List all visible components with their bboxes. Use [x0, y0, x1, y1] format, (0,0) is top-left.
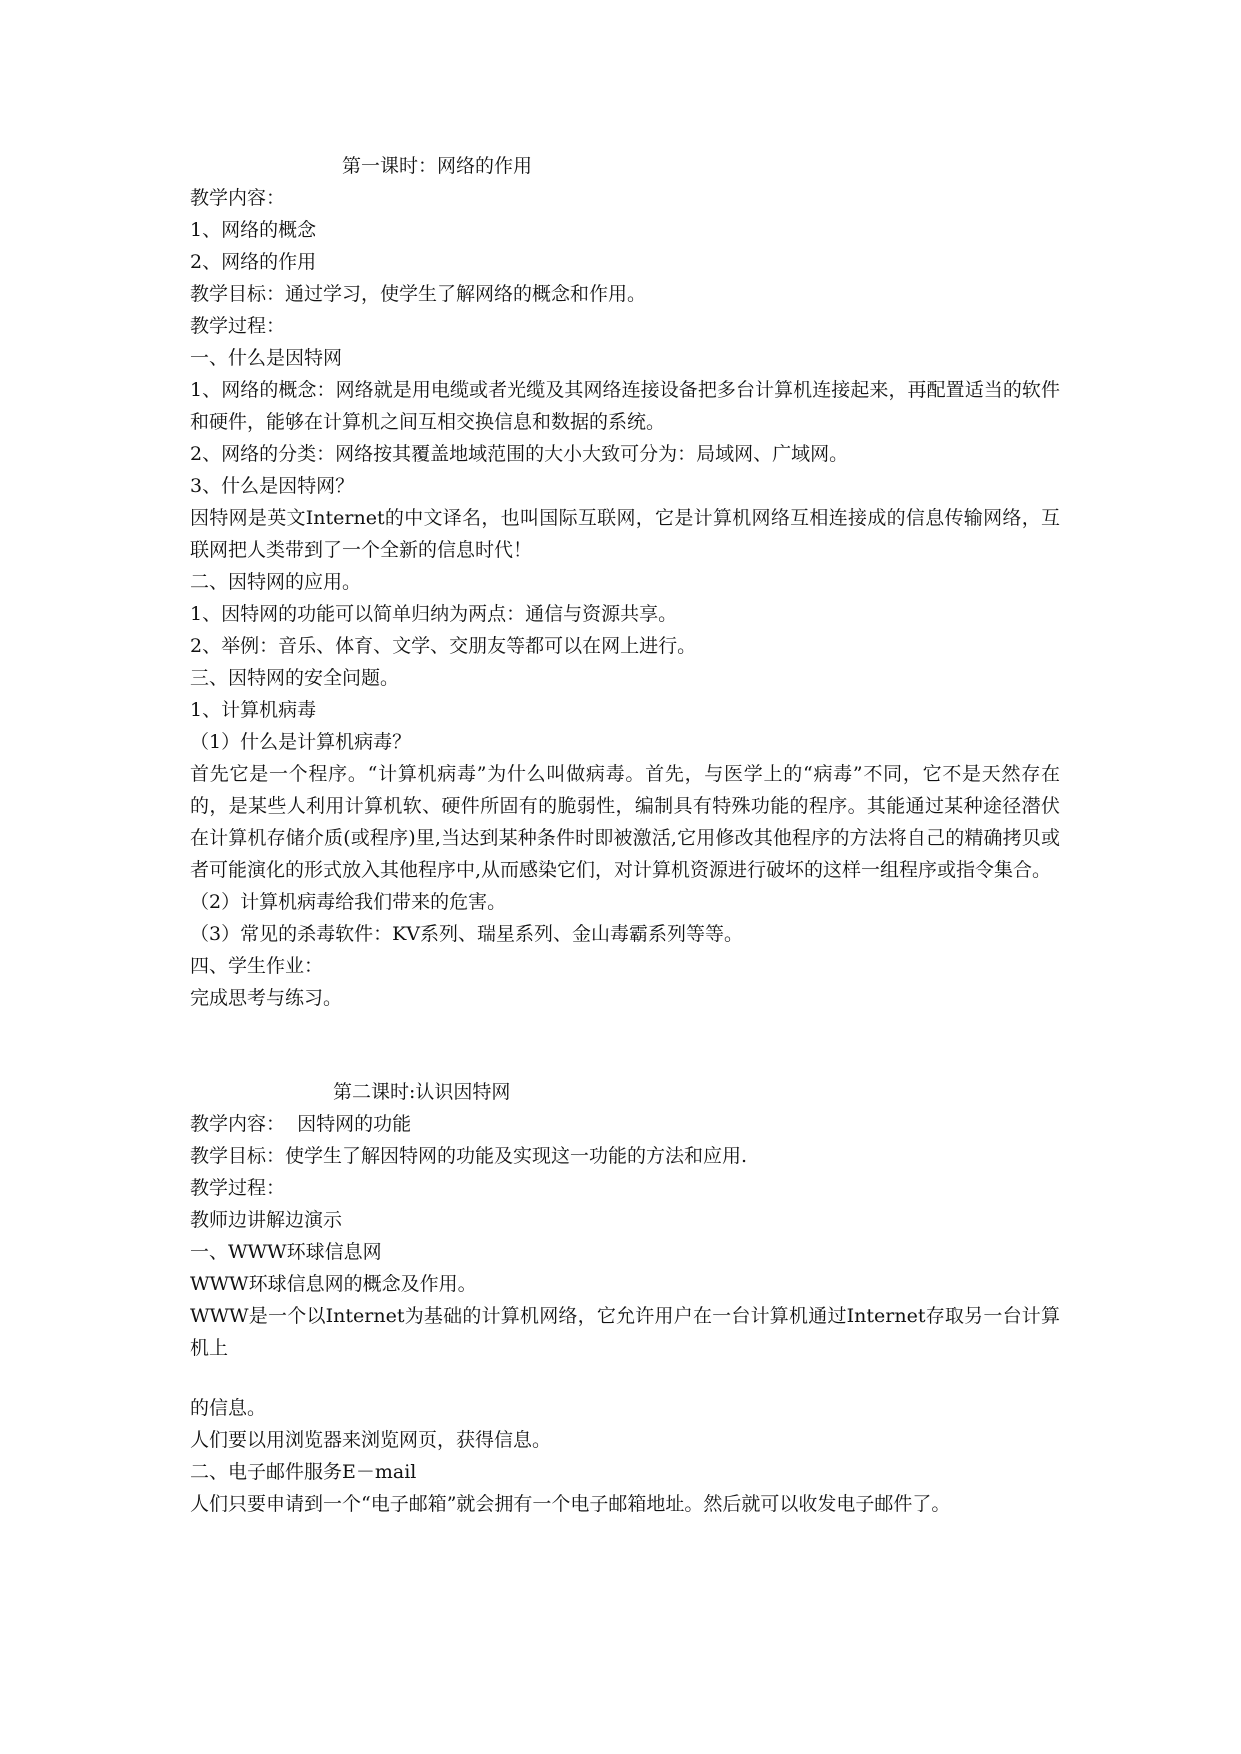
paragraph: 完成思考与练习。 — [190, 987, 343, 1009]
section-heading: 四、学生作业： — [190, 955, 324, 977]
paragraph: 的信息。 — [190, 1397, 267, 1419]
lesson1-process-heading: 教学过程： — [190, 315, 286, 337]
paragraph: 3、什么是因特网？ — [190, 475, 355, 497]
paragraph: 首先它是一个程序。“计算机病毒”为什么叫做病毒。首先，与医学上的“病毒”不同，它不是天然存在的，是某些人利用计算机软、硬件所固有的脆弱性，编制具有特殊功能的程序。其能通过某种途径潜伏在计算机存储介质(或程序)里,当达到某种条件时即被激活,它用修改其他程序的方法将自己的精确拷贝或者可能演化的形式放入其他程序中,从而感染它们，对计算机资源进行破坏的这样一组程序或指令集合。 — [190, 763, 1060, 881]
paragraph: 2、网络的分类：网络按其覆盖地域范围的大小大致可分为：局域网、广域网。 — [190, 443, 849, 465]
paragraph: 1、网络的概念：网络就是用电缆或者光缆及其网络连接设备把多台计算机连接起来，再配置适当的软件和硬件，能够在计算机之间互相交换信息和数据的系统。 — [190, 379, 1060, 433]
lesson1-content-item: 1、网络的概念 — [190, 219, 317, 241]
document-body — [190, 150, 1060, 1520]
paragraph: 教师边讲解边演示 — [190, 1209, 343, 1231]
paragraph: 1、因特网的功能可以简单归纳为两点：通信与资源共享。 — [190, 603, 678, 625]
paragraph: 2、举例：音乐、体育、文学、交朋友等都可以在网上进行。 — [190, 635, 697, 657]
spacer — [190, 1014, 1060, 1076]
question-item: （2）计算机病毒给我们带来的危害。 — [190, 891, 507, 913]
lesson2-title: 第二课时:认识因特网 — [333, 1081, 511, 1103]
lesson2-goal: 教学目标：使学生了解因特网的功能及实现这一功能的方法和应用. — [190, 1145, 748, 1167]
section-heading: 三、因特网的安全问题。 — [190, 667, 400, 689]
paragraph: 因特网是英文Internet的中文译名，也叫国际互联网，它是计算机网络互相连接成的信息传输网络，互联网把人类带到了一个全新的信息时代！ — [190, 507, 1060, 561]
section-heading: 一、什么是因特网 — [190, 347, 343, 369]
spacer — [190, 1364, 1060, 1392]
question-item: （3）常见的杀毒软件：KV系列、瑞星系列、金山毒霸系列等等。 — [190, 923, 744, 945]
lesson1-title: 第一课时：网络的作用 — [342, 155, 533, 177]
paragraph: WWW是一个以Internet为基础的计算机网络，它允许用户在一台计算机通过Internet存取另一台计算机上 — [190, 1305, 1060, 1359]
lesson2-process-heading: 教学过程： — [190, 1177, 286, 1199]
question-item: （1）什么是计算机病毒？ — [190, 731, 412, 753]
paragraph: 人们要以用浏览器来浏览网页，获得信息。 — [190, 1429, 552, 1451]
paragraph: 1、计算机病毒 — [190, 699, 317, 721]
lesson1-content-heading: 教学内容： — [190, 187, 286, 209]
paragraph: 人们只要申请到一个“电子邮箱”就会拥有一个电子邮箱地址。然后就可以收发电子邮件了。 — [190, 1493, 951, 1515]
section-heading: 一、WWW环球信息网 — [190, 1241, 382, 1263]
section-heading: 二、电子邮件服务E－mail — [190, 1461, 417, 1483]
lesson1-goal: 教学目标：通过学习，使学生了解网络的概念和作用。 — [190, 283, 647, 305]
section-heading: 二、因特网的应用。 — [190, 571, 362, 593]
paragraph: WWW环球信息网的概念及作用。 — [190, 1273, 477, 1295]
lesson1-content-item: 2、网络的作用 — [190, 251, 317, 273]
lesson2-content: 教学内容： 因特网的功能 — [190, 1113, 412, 1135]
